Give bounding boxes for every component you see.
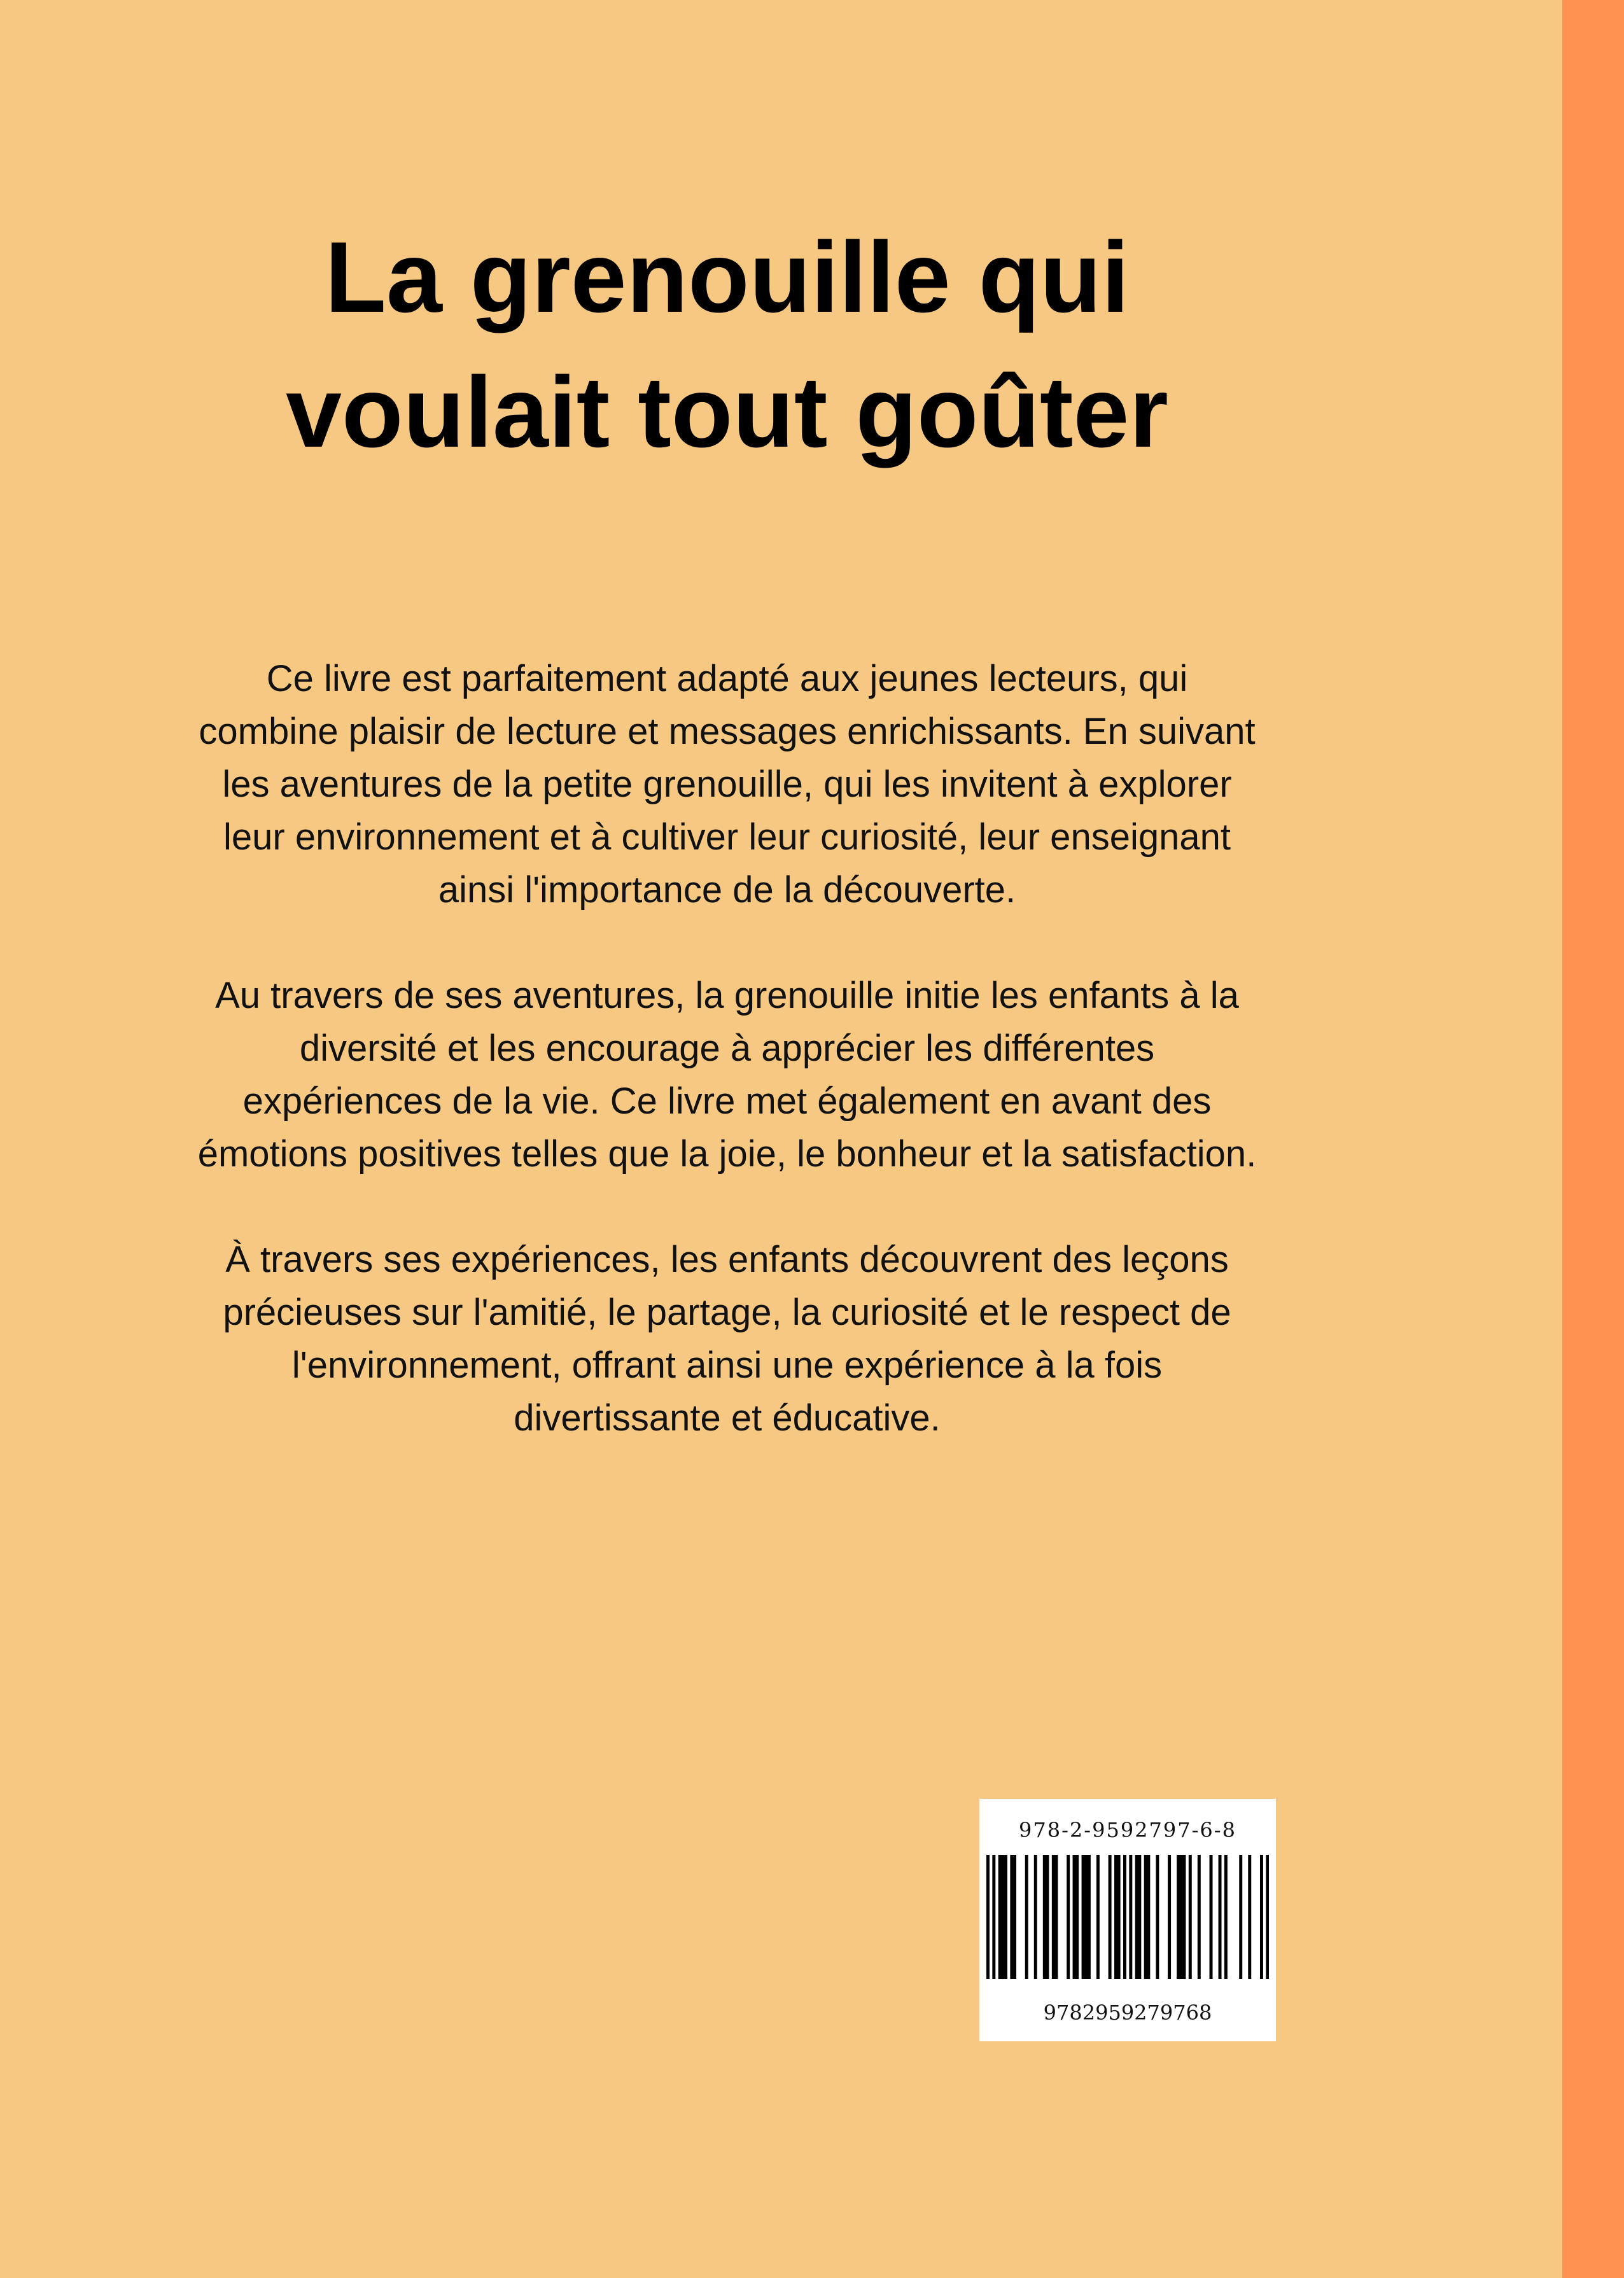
barcode-bar — [1144, 1855, 1147, 1979]
barcode-bar — [1135, 1855, 1138, 1979]
barcode-bar — [1109, 1855, 1112, 1979]
barcode-bar — [1260, 1855, 1263, 1979]
blurb-line: diversité et les encourage à apprécier les différentes — [299, 1028, 1155, 1069]
blurb-line: Ce livre est parfaitement adapté aux jeunes lecteurs, qui — [266, 658, 1188, 699]
barcode-bar — [1073, 1855, 1076, 1979]
barcode-bar — [1034, 1855, 1037, 1979]
barcode-bar — [1004, 1855, 1007, 1979]
barcode-bar — [1182, 1855, 1186, 1979]
barcode-bar — [1054, 1855, 1058, 1979]
blurb-line: l'environnement, offrant ainsi une expérience à la fois — [291, 1345, 1163, 1386]
barcode-bar — [1046, 1855, 1049, 1979]
barcode-bar — [1239, 1855, 1242, 1979]
barcode-bar — [1013, 1855, 1016, 1979]
blurb-paragraph-2 — [159, 969, 1295, 1180]
blurb-paragraph-3 — [159, 1233, 1295, 1444]
barcode-bar — [1219, 1855, 1222, 1979]
barcode-bar — [1084, 1855, 1088, 1979]
blurb-line: À travers ses expériences, les enfants découvrent des leçons — [225, 1239, 1229, 1280]
barcode-bar — [1082, 1855, 1085, 1979]
blurb-line: les aventures de la petite grenouille, qui les invitent à explorer — [222, 764, 1232, 805]
barcode-bar — [1088, 1855, 1091, 1979]
barcode-bar — [986, 1855, 990, 1979]
title-line-2: voulait tout goûter — [286, 356, 1168, 468]
barcode-bar — [1129, 1855, 1132, 1979]
barcode-bar — [1147, 1855, 1150, 1979]
barcode-bar — [1168, 1855, 1171, 1979]
blurb-paragraph-1 — [159, 652, 1295, 916]
isbn-number: 978-2-9592797-6-8 — [1019, 1818, 1236, 1842]
blurb-line: Au travers de ses aventures, la grenouille initie les enfants à la — [215, 975, 1239, 1016]
blurb-line: leur environnement et à cultiver leur curiosité, leur enseignant — [223, 816, 1231, 858]
spine-strip — [1562, 0, 1624, 2278]
barcode-bar — [998, 1855, 1002, 1979]
blurb-line: ainsi l'importance de la découverte. — [438, 869, 1016, 911]
book-title — [178, 210, 1276, 480]
barcode-bar — [1025, 1855, 1028, 1979]
isbn-barcode — [979, 1799, 1276, 2041]
barcode-bar — [1138, 1855, 1141, 1979]
barcode-bar — [1189, 1855, 1192, 1979]
barcode-bar — [1224, 1855, 1228, 1979]
blurb-line: combine plaisir de lecture et messages enrichissants. En suivant — [199, 711, 1256, 752]
barcode-bar — [1177, 1855, 1180, 1979]
barcode-bar — [1210, 1855, 1213, 1979]
barcode-bar — [1123, 1855, 1126, 1979]
barcode-bar — [992, 1855, 995, 1979]
blurb-line: expériences de la vie. Ce livre met également en avant des — [242, 1080, 1212, 1122]
barcode-bar — [1001, 1855, 1004, 1979]
barcode-bar — [1117, 1855, 1121, 1979]
blurb — [159, 652, 1295, 1497]
barcode-bar — [1052, 1855, 1055, 1979]
barcode-bar — [1114, 1855, 1117, 1979]
blurb-line: divertissante et éducative. — [514, 1397, 941, 1439]
blurb-line: précieuses sur l'amitié, le partage, la curiosité et le respect de — [223, 1292, 1231, 1333]
barcode-bar — [1156, 1855, 1159, 1979]
barcode-bar — [1010, 1855, 1013, 1979]
blurb-line: émotions positives telles que la joie, le bonheur et la satisfaction. — [197, 1133, 1257, 1175]
barcode-bar — [1180, 1855, 1183, 1979]
barcode-bar — [1198, 1855, 1201, 1979]
barcode-bar — [1248, 1855, 1251, 1979]
barcode-bar — [1096, 1855, 1100, 1979]
barcode-bar — [1075, 1855, 1079, 1979]
title-line-1: La grenouille qui — [325, 221, 1130, 333]
barcode-bars — [986, 1855, 1269, 1982]
barcode-bar — [1067, 1855, 1070, 1979]
ean-digits: 9782959279768 — [1043, 2001, 1212, 2025]
barcode-bar — [1266, 1855, 1269, 1979]
barcode-bar — [1043, 1855, 1046, 1979]
